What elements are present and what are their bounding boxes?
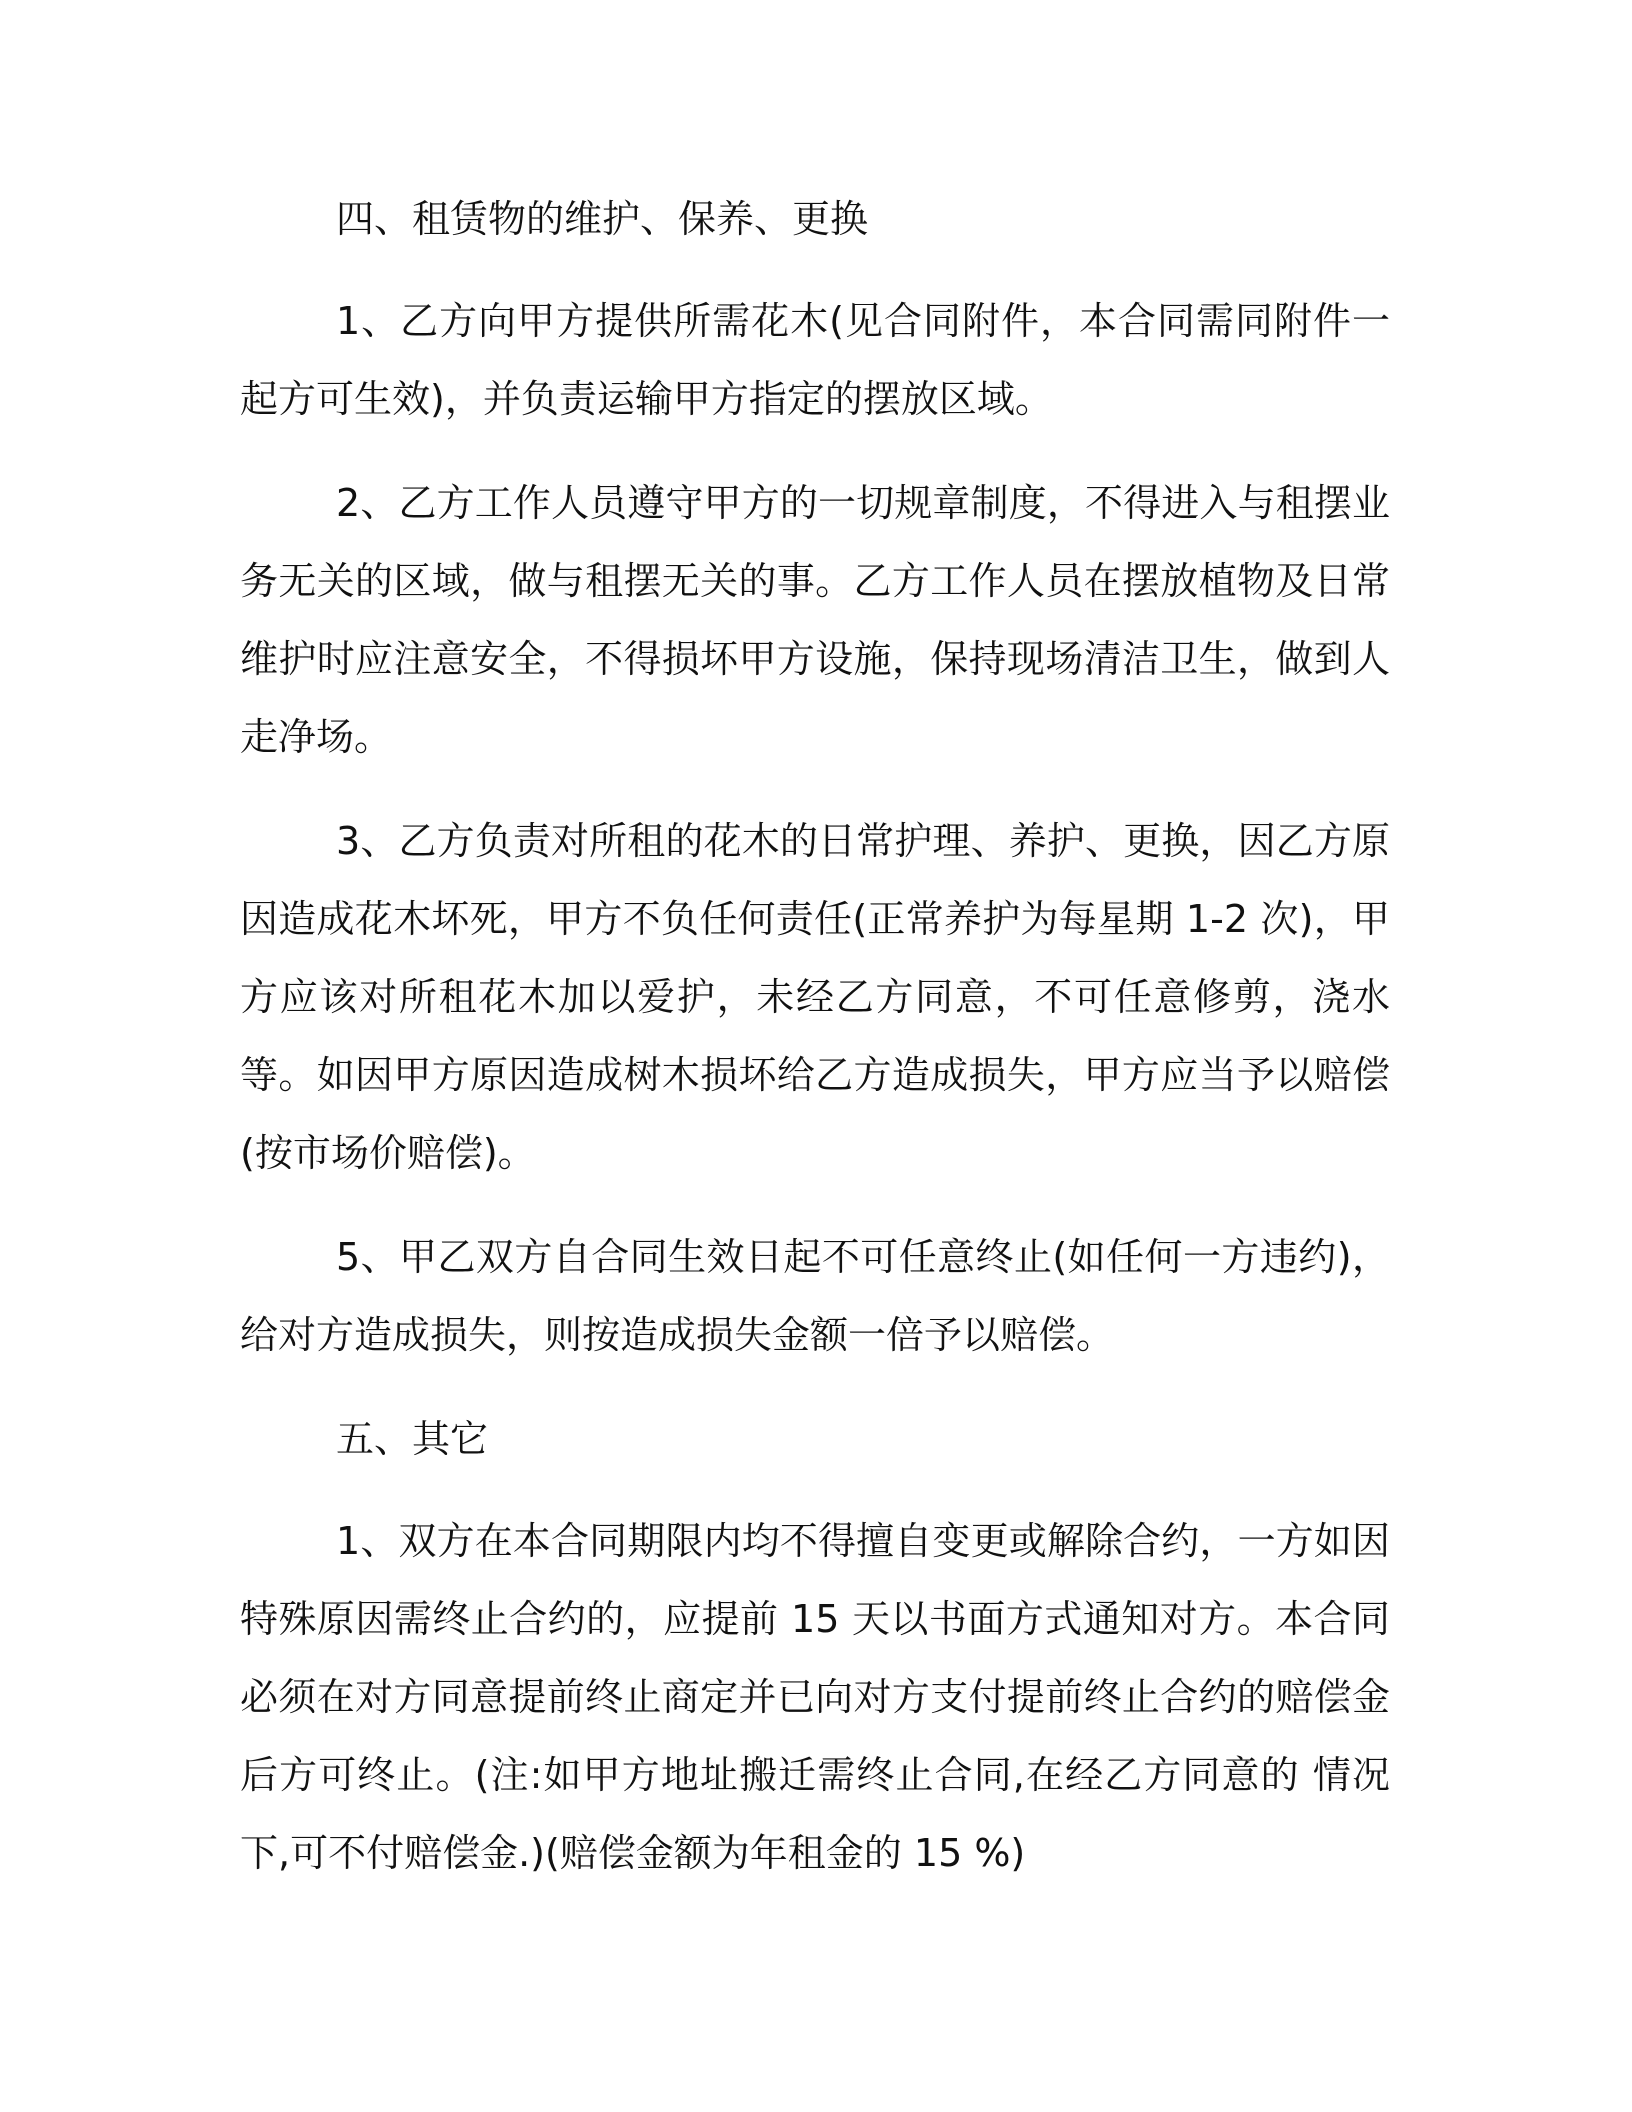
section-4-item-2: 2、乙方工作人员遵守甲方的一切规章制度，不得进入与租摆业务无关的区域，做与租摆无关的事。乙方工作人员在摆放植物及日常维护时应注意安全，不得损坏甲方设施，保持现场清洁卫生，做到人走净场。 xyxy=(240,481,1390,759)
section-4-item-5: 5、甲乙双方自合同生效日起不可任意终止(如任何一方违约)，给对方造成损失，则按造成损失金额一倍予以赔偿。 xyxy=(240,1235,1390,1357)
section-4-heading: 四、租赁物的维护、保养、更换 xyxy=(336,197,869,241)
section-5-item-1: 1、双方在本合同期限内均不得擅自变更或解除合约，一方如因特殊原因需终止合约的，应提前 15 天以书面方式通知对方。本合同必须在对方同意提前终止商定并已向对方支付提前终止合约的赔偿金后方可终止。(注:如甲方地址搬迁需终止合同,在经乙方同意的 情况下,可不付赔偿金.)(赔偿金额为年租金的 15 %) xyxy=(240,1519,1390,1875)
section-4-item-1: 1、乙方向甲方提供所需花木(见合同附件，本合同需同附件一起方可生效)，并负责运输甲方指定的摆放区域。 xyxy=(240,299,1390,421)
document-page xyxy=(240,180,1390,1918)
section-5-heading: 五、其它 xyxy=(336,1417,489,1461)
section-4-item-3: 3、乙方负责对所租的花木的日常护理、养护、更换，因乙方原因造成花木坏死，甲方不负任何责任(正常养护为每星期 1-2 次)，甲方应该对所租花木加以爱护，未经乙方同意，不可任意修剪，浇水等。如因甲方原因造成树木损坏给乙方造成损失，甲方应当予以赔偿(按市场价赔偿)。 xyxy=(240,819,1390,1175)
